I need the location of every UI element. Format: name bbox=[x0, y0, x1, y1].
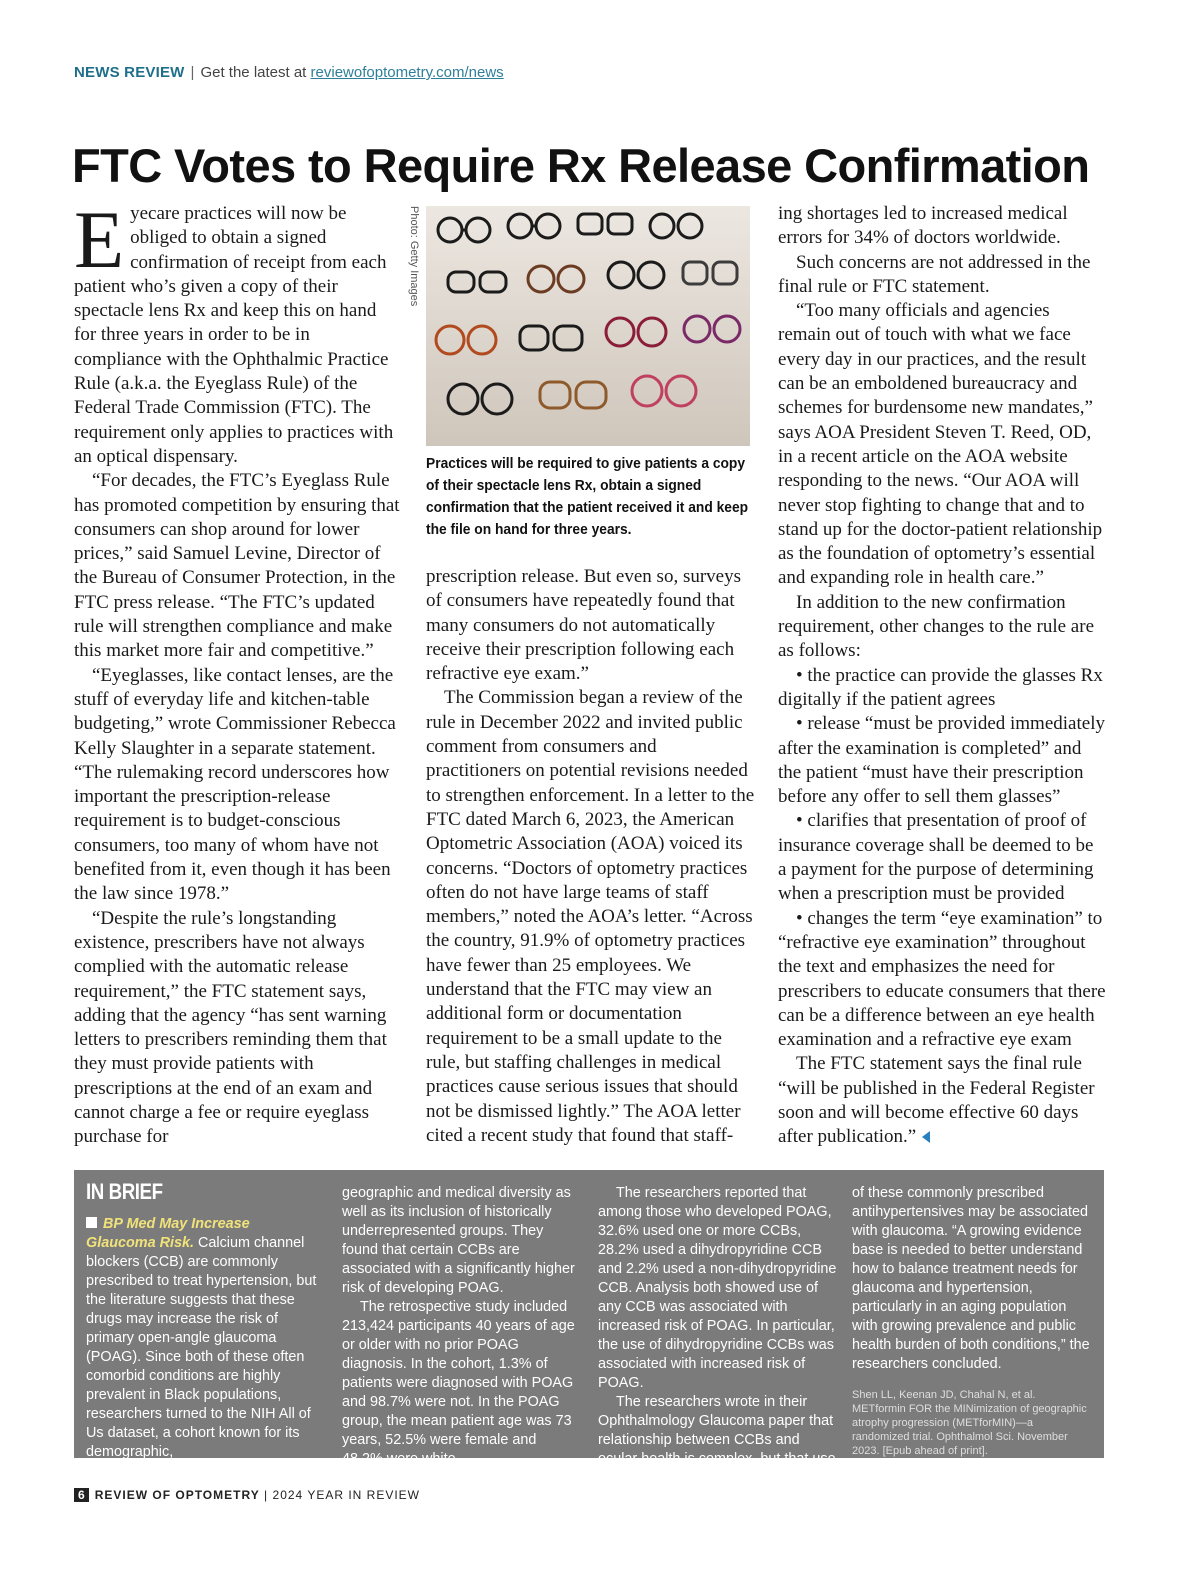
in-brief-column-2 bbox=[342, 1184, 580, 1469]
publication-name: REVIEW OF OPTOMETRY bbox=[94, 1488, 260, 1502]
square-bullet-icon bbox=[86, 1217, 97, 1228]
in-brief-heading: IN BRIEF bbox=[86, 1179, 163, 1204]
article-column-3 bbox=[778, 202, 1106, 1150]
in-brief-subhead: BP Med May Increase Glaucoma Risk. bbox=[86, 1216, 250, 1251]
end-mark-icon bbox=[922, 1131, 930, 1143]
article-paragraph: prescription release. But even so, surveys of consumers have repeatedly found that many consumers do not automatically receive their prescription following each refractive eye exam.” bbox=[426, 566, 741, 685]
in-brief-column-3 bbox=[598, 1184, 838, 1469]
news-link[interactable]: reviewofoptometry.com/news bbox=[310, 64, 504, 81]
article-paragraph: “Despite the rule’s longstanding existence, prescribers have not always complied with the automatic release requirement,” the FTC statement says, adding that the agency “has sent warning letters to prescribers reminding them that they must provide patients with prescriptions at the end of an exam and cannot charge a fee or require eyeglass purchase for bbox=[74, 907, 387, 1148]
in-brief-paragraph: The researchers wrote in their Ophthalmology Glaucoma paper that relationship between CCBs and ocular health is complex, but that use bbox=[598, 1394, 836, 1467]
article-column-1 bbox=[74, 194, 400, 1150]
in-brief-column-4 bbox=[852, 1184, 1092, 1458]
paragraph-text: yecare practices will now be obliged to obtain a signed confirmation of receipt from each patient who’s given a copy of their spectacle lens Rx and keep this on hand for three years in order to be in compliance with the Ophthalmic Practice Rule (a.k.a. the Eyeglass Rule) of the Federal Trade Commission (FTC). The requirement only applies to practices with an optical dispensary. bbox=[74, 203, 394, 467]
section-label: NEWS REVIEW bbox=[74, 64, 185, 81]
eyeglasses-display-image bbox=[426, 206, 750, 446]
bullet-item: • release “must be provided immediately after the examination is completed” and the patient “must have their prescription before any offer to sell them glasses” bbox=[778, 712, 1106, 809]
page-footer bbox=[74, 1488, 420, 1502]
in-brief-text: Calcium channel blockers (CCB) are commonly prescribed to treat hypertension, but the literature suggests that these drugs may increase the risk of primary open-angle glaucoma (POAG). Since both of these often comorbid conditions are highly prevalent in Black populations, researchers turned to the NIH All of Us dataset, a cohort known for its demographic, bbox=[86, 1235, 317, 1460]
in-brief-paragraph: geographic and medical diversity as well as its inclusion of historically underrepresented groups. They found that certain CCBs are associated with a significantly higher risk of developing POAG. bbox=[342, 1185, 575, 1296]
in-brief-paragraph: of these commonly prescribed antihypertensives may be associated with glaucoma. “A growing evidence base is needed to better understand how to balance treatment needs for glaucoma and hypertension, particularly in an aging population with growing prevalence and public health burden of both conditions,” the researchers concluded. bbox=[852, 1185, 1090, 1372]
paragraph-text: The FTC statement says the final rule “will be published in the Federal Register soon and will become effective 60 days after publication.” bbox=[778, 1053, 1095, 1148]
in-brief-paragraph bbox=[86, 1215, 318, 1462]
article-photo bbox=[426, 206, 750, 446]
in-brief-box bbox=[74, 1170, 1104, 1467]
photo-credit-text: Photo: Getty Images bbox=[408, 206, 420, 307]
page-header bbox=[74, 64, 504, 81]
article-paragraph: “Eyeglasses, like contact lenses, are the stuff of everyday life and kitchen-table budgeting,” wrote Commissioner Rebecca Kelly Slaughter in a separate statement. “The rulemaking record underscores how important the prescription-release requirement is to budget-conscious consumers, too many of whom have not benefited from it, even though it has been the law since 1978.” bbox=[74, 664, 396, 905]
article-paragraph: The Commission began a review of the rule in December 2022 and invited public comment from consumers and practitioners on potential revisions needed to strengthen enforcement. In a letter to the FTC dated March 6, 2023, the American Optometric Association (AOA) voiced its concerns. “Doctors of optometry practices often do not have large teams of staff members,” noted the AOA’s letter. “Across the country, 91.9% of optometry practices have fewer than 25 employees. We understand that the FTC may view an additional form or documentation requirement to be a small update to the rule, but staffing challenges in medical practices cause serious issues that should not be dismissed lightly.” The AOA letter cited a recent study that found that staff- bbox=[426, 687, 755, 1146]
article-paragraph bbox=[778, 1052, 1106, 1149]
in-brief-paragraph: The retrospective study included 213,424 participants 40 years of age or older with no prior POAG diagnosis. In the cohort, 1.3% of patients were diagnosed with POAG and 98.7% were not. In the POAG group, the mean patient age was 73 years, 52.5% were female and 48.2% were white. bbox=[342, 1299, 575, 1467]
photo-credit bbox=[402, 206, 422, 306]
issue-label: 2024 YEAR IN REVIEW bbox=[272, 1488, 421, 1502]
header-tagline: Get the latest at bbox=[200, 64, 307, 81]
drop-cap: E bbox=[74, 194, 125, 285]
article-paragraph: Such concerns are not addressed in the final rule or FTC statement. bbox=[778, 251, 1091, 297]
article-paragraph: “Too many officials and agencies remain out of touch with what we face every day in our practices, and the result can be an emboldened bureaucracy and schemes for burdensome new mandates,” says AOA President Steven T. Reed, OD, in a recent article on the AOA website responding to the news. “Our AOA will never stop fighting to change that and to stand up for the doctor-patient relationship as the foundation of optometry’s essential and expanding role in health care.” bbox=[778, 300, 1103, 589]
article-paragraph: “For decades, the FTC’s Eyeglass Rule has promoted competition by ensuring that consumers can shop around for lower prices,” said Samuel Levine, Director of the Bureau of Consumer Protection, in the FTC press release. “The FTC’s updated rule will strengthen compliance and make this market more fair and competitive.” bbox=[74, 470, 400, 662]
citation: Shen LL, Keenan JD, Chahal N, et al. METformin FOR the MINimization of geographic atrophy progression (METforMIN)—a randomized trial. Ophthalmol Sci. November 2023. [Epub ahead of print]. bbox=[852, 1389, 1087, 1457]
bullet-item: • the practice can provide the glasses Rx digitally if the patient agrees bbox=[778, 664, 1106, 713]
bullet-item: • clarifies that presentation of proof of insurance coverage shall be deemed to be a payment for the purpose of determining when a prescription must be provided bbox=[778, 809, 1106, 906]
footer-separator: | bbox=[264, 1488, 269, 1502]
article-title: FTC Votes to Require Rx Release Confirmation bbox=[72, 139, 1090, 192]
article-paragraph: ing shortages led to increased medical errors for 34% of doctors worldwide. bbox=[778, 203, 1068, 249]
in-brief-column-1 bbox=[86, 1179, 318, 1462]
header-separator: | bbox=[190, 64, 195, 81]
photo-caption: Practices will be required to give patients a copy of their spectacle lens Rx, obtain a signed confirmation that the patient received it and keep the file on hand for three years. bbox=[426, 455, 749, 538]
bullet-item: • changes the term “eye examination” to “refractive eye examination” throughout the text and emphasizes the need for prescribers to educate consumers that there can be a difference between an eye health examination and a refractive eye exam bbox=[778, 907, 1106, 1053]
in-brief-paragraph: The researchers reported that among those who developed POAG, 32.6% used one or more CCBs, 28.2% used a dihydropyridine CCB and 2.2% used a non-dihydropyridine CCB. Analysis both showed use of any CCB was associated with increased risk of POAG. In particular, the use of dihydropyridine CCBs was associated with increased risk of POAG. bbox=[598, 1185, 837, 1391]
article-paragraph bbox=[74, 194, 400, 469]
article-paragraph: In addition to the new confirmation requirement, other changes to the rule are as follows: bbox=[778, 591, 1094, 662]
page-number: 6 bbox=[74, 1488, 89, 1502]
article-column-2 bbox=[426, 565, 756, 1148]
